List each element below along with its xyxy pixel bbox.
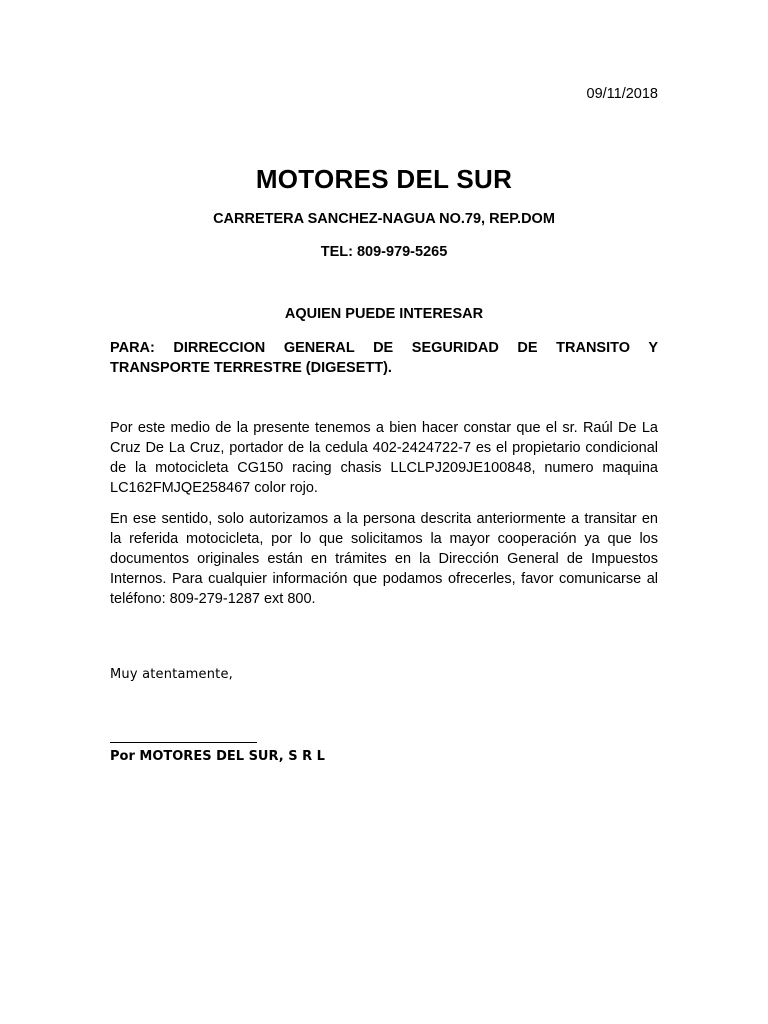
company-name: MOTORES DEL SUR bbox=[255, 164, 513, 194]
closing: Muy atentamente, bbox=[110, 667, 233, 682]
company-address: CARRETERA SANCHEZ-NAGUA NO.79, REP.DOM bbox=[213, 211, 555, 227]
signatory: Por MOTORES DEL SUR, S R L bbox=[110, 749, 325, 764]
letter-date: 09/11/2018 bbox=[586, 86, 658, 102]
company-phone: TEL: 809-979-5265 bbox=[320, 244, 448, 260]
signature-line bbox=[110, 742, 257, 743]
salutation: AQUIEN PUEDE INTERESAR bbox=[284, 306, 484, 322]
body-paragraph-1: Por este medio de la presente tenemos a bien hacer constar que el sr. Raúl De La Cruz De La Cruz, portador de la cedula 402-2424722-7 es el propietario condicional de la motocicleta CG150 racing chasis LLCLPJ209JE100848, numero maquina LC162FMJQE258467 color rojo. bbox=[110, 420, 658, 496]
recipient-line: PARA: DIRRECCION GENERAL DE SEGURIDAD DE TRANSITO Y TRANSPORTE TERRESTRE (DIGESETT). bbox=[110, 340, 658, 376]
body-paragraph-2: En ese sentido, solo autorizamos a la persona descrita anteriormente a transitar en la referida motocicleta, por lo que solicitamos la mayor cooperación ya que los documentos originales están en trámites en la Dirección General de Impuestos Internos. Para cualquier información que podamos ofrecerles, favor comunicarse al teléfono: 809-279-1287 ext 800. bbox=[110, 511, 658, 607]
